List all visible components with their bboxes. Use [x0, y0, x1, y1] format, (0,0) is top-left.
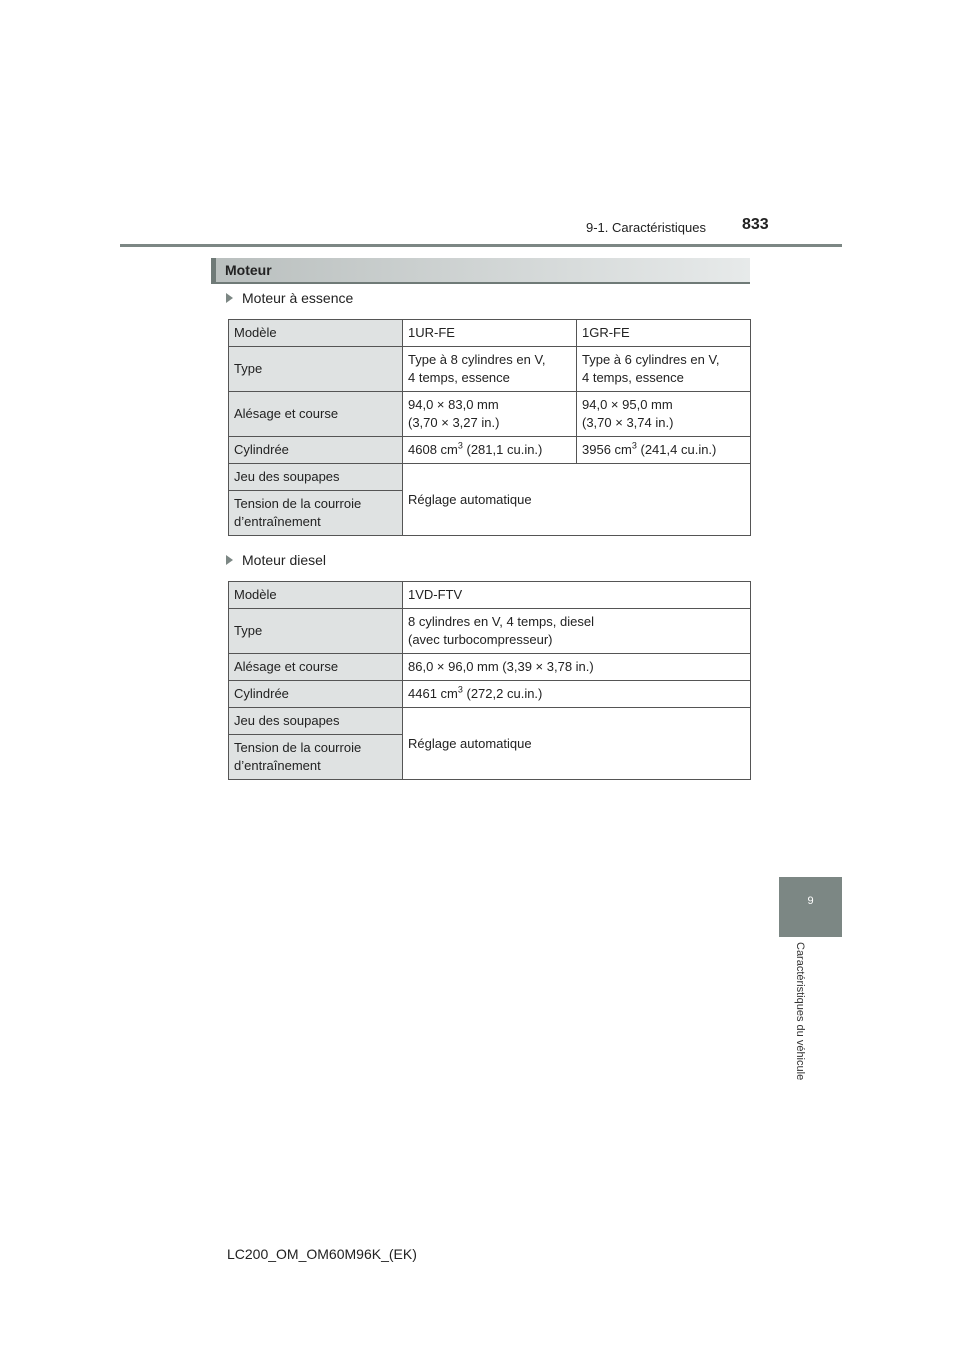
cell-line: (3,70 × 3,27 in.): [408, 415, 500, 430]
table-row: [229, 609, 751, 654]
label-line: Tension de la courroie: [234, 496, 362, 511]
cell-value: [403, 347, 577, 392]
row-label: Jeu des soupapes: [229, 464, 403, 491]
label-line: Tension de la courroie: [234, 740, 362, 755]
table-row: [229, 464, 751, 491]
table-row: [229, 392, 751, 437]
cell-value: [577, 392, 751, 437]
label-line: d’entraînement: [234, 514, 321, 529]
cell-text: (281,1 cu.in.): [462, 442, 543, 457]
cell-line: (3,70 × 3,74 in.): [582, 415, 674, 430]
cell-value: [403, 437, 577, 464]
section-header: 9-1. Caractéristiques: [586, 220, 706, 235]
row-label: [229, 491, 403, 536]
superscript: 3: [457, 440, 463, 451]
row-label: Cylindrée: [229, 437, 403, 464]
triangle-bullet-icon: [226, 293, 233, 303]
section-title: Moteur: [225, 262, 272, 278]
row-label: Modèle: [229, 320, 403, 347]
petrol-subheading-text: Moteur à essence: [242, 290, 354, 306]
table-row: [229, 708, 751, 735]
chapter-side-label: Caractéristiques du véhicule: [794, 942, 806, 1081]
cell-value: 1GR-FE: [577, 320, 751, 347]
cell-value: Réglage automatique: [403, 464, 751, 536]
chapter-tab: [779, 877, 842, 937]
cell-text: (272,2 cu.in.): [462, 686, 543, 701]
cell-value: 1VD-FTV: [403, 582, 751, 609]
row-label: Type: [229, 609, 403, 654]
cell-line: (avec turbocompresseur): [408, 632, 553, 647]
cell-text: 4461 cm: [408, 686, 458, 701]
cell-line: 94,0 × 95,0 mm: [582, 397, 673, 412]
row-label: Alésage et course: [229, 392, 403, 437]
diesel-subheading-text: Moteur diesel: [242, 552, 327, 568]
cell-line: Type à 6 cylindres en V,: [582, 352, 720, 367]
cell-line: 94,0 × 83,0 mm: [408, 397, 499, 412]
diesel-engine-table: [228, 581, 751, 780]
triangle-bullet-icon: [226, 555, 233, 565]
petrol-engine-subheading: [226, 290, 353, 306]
superscript: 3: [457, 684, 463, 695]
row-label: Alésage et course: [229, 654, 403, 681]
row-label: Modèle: [229, 582, 403, 609]
superscript: 3: [631, 440, 637, 451]
cell-text: 3956 cm: [582, 442, 632, 457]
cell-value: [577, 437, 751, 464]
row-label: Cylindrée: [229, 681, 403, 708]
cell-value: [403, 609, 751, 654]
cell-line: 4 temps, essence: [408, 370, 510, 385]
cell-value: 86,0 × 96,0 mm (3,39 × 3,78 in.): [403, 654, 751, 681]
cell-text: 4608 cm: [408, 442, 458, 457]
cell-line: 8 cylindres en V, 4 temps, diesel: [408, 614, 594, 629]
cell-line: Type à 8 cylindres en V,: [408, 352, 546, 367]
row-label: Jeu des soupapes: [229, 708, 403, 735]
section-title-bar: [211, 258, 750, 284]
footer-document-code: LC200_OM_OM60M96K_(EK): [227, 1246, 417, 1262]
label-line: d’entraînement: [234, 758, 321, 773]
chapter-number: 9: [807, 895, 814, 907]
diesel-engine-subheading: [226, 552, 326, 568]
section-bar-accent: [211, 258, 216, 282]
table-row: [229, 681, 751, 708]
table-row: [229, 437, 751, 464]
cell-value: [403, 392, 577, 437]
table-row: [229, 347, 751, 392]
cell-line: 4 temps, essence: [582, 370, 684, 385]
cell-value: Réglage automatique: [403, 708, 751, 780]
row-label: Type: [229, 347, 403, 392]
cell-value: [577, 347, 751, 392]
cell-value: [403, 681, 751, 708]
cell-text: (241,4 cu.in.): [636, 442, 717, 457]
header-rule: [120, 244, 842, 247]
table-row: [229, 654, 751, 681]
table-row: [229, 320, 751, 347]
petrol-engine-table: [228, 319, 751, 536]
row-label: [229, 735, 403, 780]
page-number: 833: [742, 216, 769, 233]
table-row: [229, 582, 751, 609]
cell-value: 1UR-FE: [403, 320, 577, 347]
